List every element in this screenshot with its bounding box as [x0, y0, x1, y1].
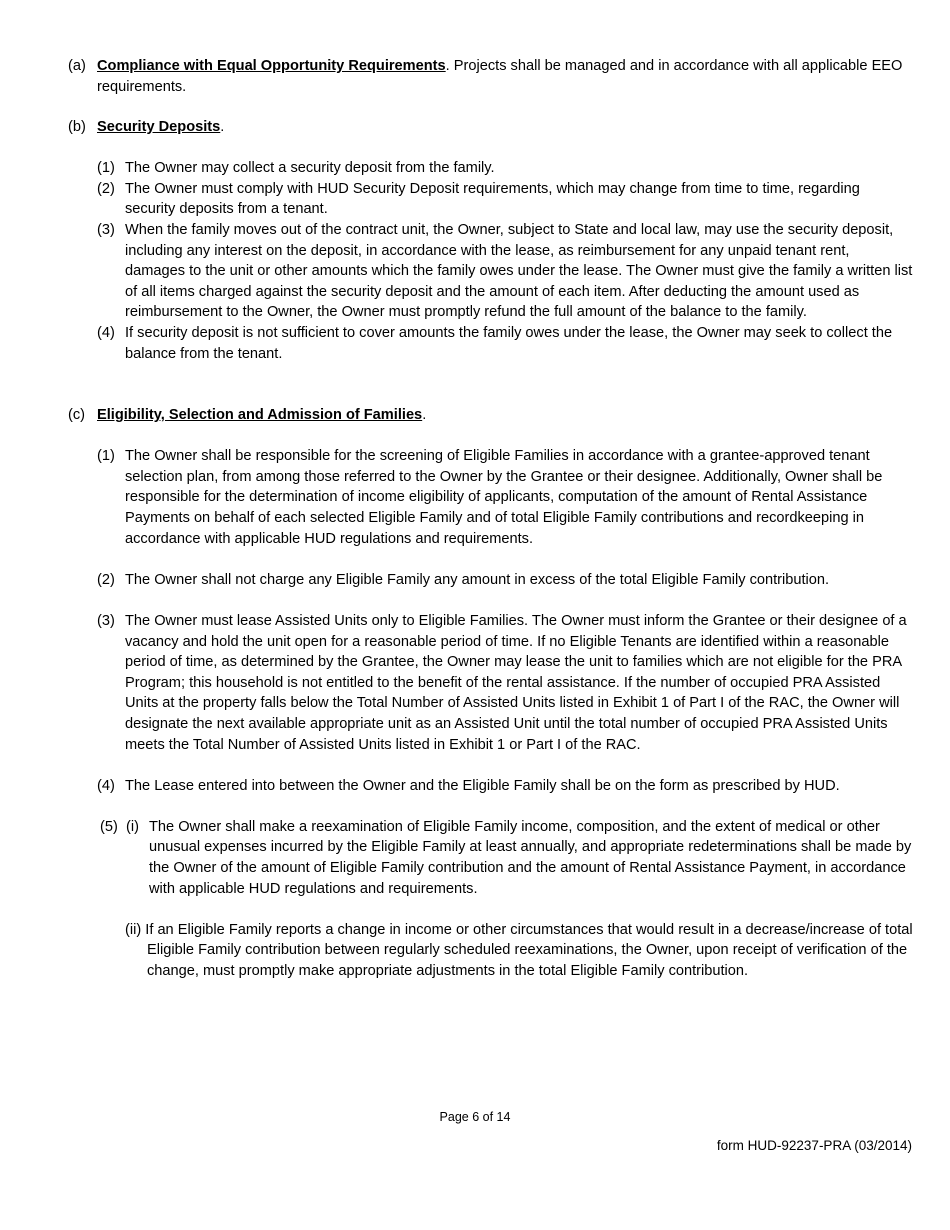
list-item-text: The Owner shall be responsible for the screening of Eligible Families in accordance with a grantee-approved tenant selection plan, from among those referred to the Owner by the Grantee or their designee. Additionally, Owner shall be responsible for the determination of income eligibility of applicants, computation of the amount of Rental Assistance Payments on behalf of each selected Eligible Family and of total Eligible Family contributions and recordkeeping in accordance with applicable HUD regulations and requirements.: [125, 448, 883, 547]
list-item: [97, 179, 913, 220]
section-a: [68, 56, 913, 97]
list-item-text: If security deposit is not sufficient to cover amounts the family owes under the lease, the Owner may seek to collect the balance from the tenant.: [125, 324, 893, 362]
section-a-heading: Compliance with Equal Opportunity Requirements: [97, 58, 446, 74]
section-c-label: (c): [68, 407, 86, 423]
list-item: [97, 446, 913, 549]
list-item-text: The Owner must comply with HUD Security Deposit requirements, which may change from time to time, regarding security deposits from a tenant.: [125, 180, 860, 218]
list-item-text: The Owner may collect a security deposit from the family.: [125, 160, 495, 177]
list-item: [97, 220, 913, 323]
list-item: [97, 570, 913, 591]
list-item-number: (1): [97, 160, 115, 177]
list-item-number: (4): [97, 777, 115, 794]
section-c-tail: .: [422, 407, 427, 423]
list-item: [97, 158, 913, 179]
page-number: Page 6 of 14: [439, 1110, 511, 1124]
sub-item-text-ii: If an Eligible Family reports a change in income or other circumstances that would result in a decrease/increase of total Eligible Family contribution between regularly scheduled reexaminations, the Owner, upon receipt of verification of the change, must promptly make appropriate adjustments in the total Eligible Family contribution.: [145, 921, 913, 980]
section-c-heading: Eligibility, Selection and Admission of Families: [97, 407, 423, 423]
list-item-number: (4): [97, 324, 115, 341]
list-item-text: When the family moves out of the contract unit, the Owner, subject to State and local law, may use the security deposit, including any interest on the deposit, in accordance with the lease, as reimbursement for any unpaid tenant rent, damages to the unit or other amounts which the family owes under the lease. The Owner must give the family a written list of all items charged against the security deposit and the amount of each item. After deducting the amount used as reimbursement to the Owner, the Owner must promptly refund the full amount of the balance to the family.: [125, 221, 913, 321]
list-item-number: (5): [100, 818, 118, 835]
section-a-text: . Projects shall be managed and in accordance with all applicable EEO requirements.: [97, 58, 903, 95]
list-item-number: (3): [97, 612, 115, 629]
sub-item-text-i: The Owner shall make a reexamination of Eligible Family income, composition, and the extent of medical or other unusual expenses incurred by the Eligible Family at least annually, and appropriate redeterminations shall be made by the Owner of the amount of Eligible Family contribution and the amount of Rental Assistance Payment, in accordance with applicable HUD regulations and requirements.: [149, 818, 912, 897]
list-item: [97, 776, 913, 797]
section-b-heading: Security Deposits: [97, 119, 221, 135]
sub-item-number-ii: (ii): [125, 921, 142, 938]
list-item-number: (2): [97, 180, 115, 197]
list-item-5: [100, 817, 913, 899]
list-item-number: (3): [97, 221, 115, 238]
list-item: [97, 323, 913, 364]
sub-item-ii: [125, 920, 913, 982]
section-a-label: (a): [68, 58, 86, 74]
list-item-number: (1): [97, 448, 115, 465]
sub-item-number-i: (i): [126, 818, 139, 835]
section-b-tail: .: [220, 119, 225, 135]
section-c: [68, 405, 913, 982]
form-id: form HUD-92237-PRA (03/2014): [716, 1138, 912, 1153]
list-item-text: The Owner shall not charge any Eligible Family any amount in excess of the total Eligible Family contribution.: [125, 571, 830, 588]
list-item-text: The Owner must lease Assisted Units only to Eligible Families. The Owner must inform the Grantee or their designee of a vacancy and hold the unit open for a reasonable period of time. If no Eligible Tenants are identified within a reasonable period of time, as determined by the Grantee, the Owner may lease the unit to families which are not eligible for the PRA Program; this household is not entitled to the benefit of the rental assistance. If the number of occupied PRA Assisted Units at the property falls below the Total Number of Assisted Units listed in Exhibit 1 of Part I of the RAC, the Owner will designate the next available appropriate unit as an Assisted Unit until the total number of occupied PRA Assisted Units meets the Total Number of Assisted Units listed in Exhibit 1 or Part I of the RAC.: [125, 612, 907, 753]
section-b-label: (b): [68, 119, 86, 135]
section-b: [68, 117, 913, 364]
list-item-number: (2): [97, 571, 115, 588]
list-item-text: The Lease entered into between the Owner and the Eligible Family shall be on the form as prescribed by HUD.: [125, 777, 840, 794]
list-item: [97, 611, 913, 755]
